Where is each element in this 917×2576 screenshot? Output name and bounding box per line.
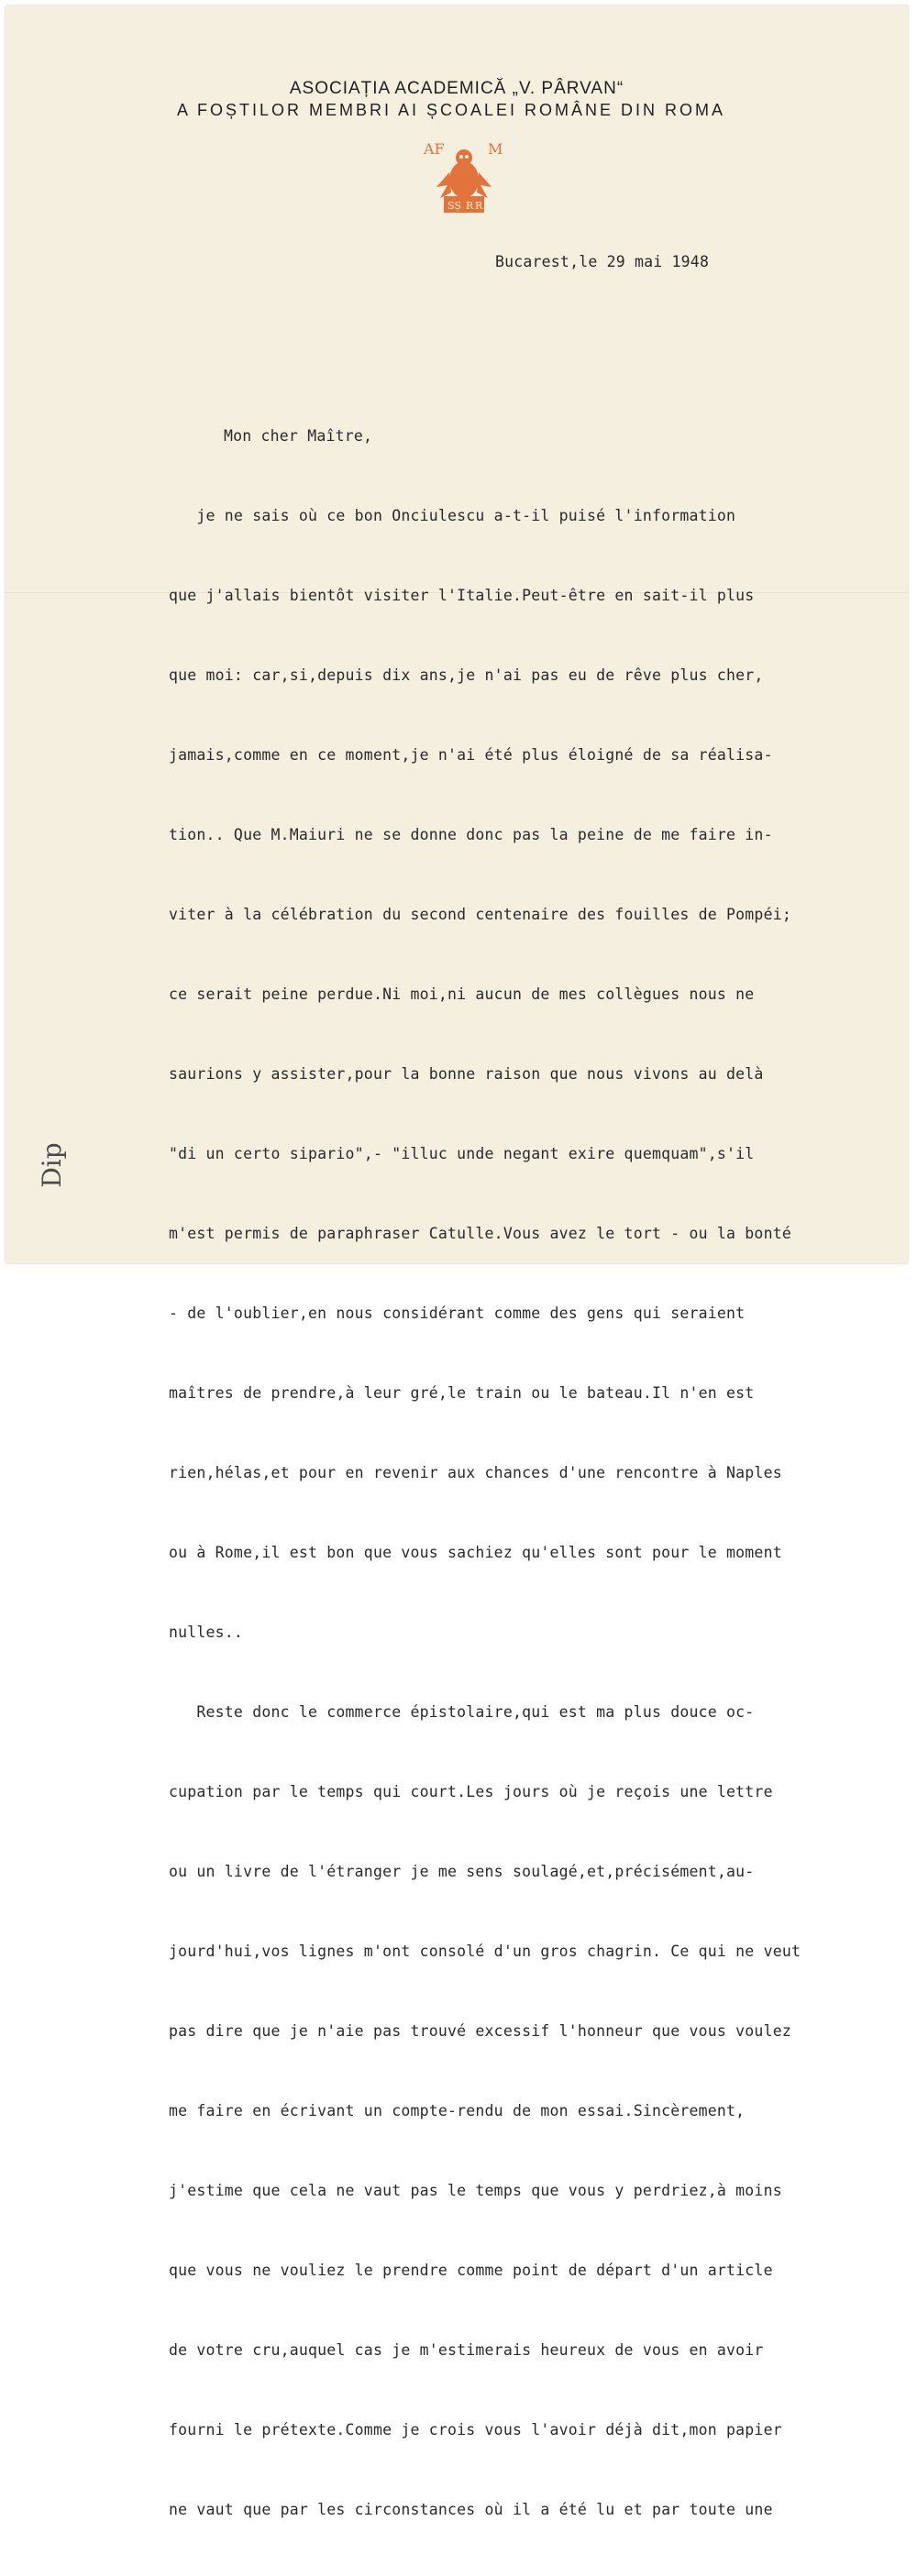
body-line: Reste donc le commerce épistolaire,qui est ma plus douce oc-: [169, 1703, 755, 1721]
body-line: ou un livre de l'étranger je me sens soulagé,et,précisément,au-: [169, 1863, 755, 1880]
body-line: nulles..: [169, 1624, 244, 1641]
body-line: fourni le prétexte.Comme je crois vous l'avoir déjà dit,mon papier: [169, 2421, 782, 2438]
emblem-letters-left: AF: [424, 140, 445, 158]
body-line: que vous ne vouliez le prendre comme point de départ d'un article: [169, 2262, 773, 2279]
body-line: jamais,comme en ce moment,je n'ai été plus éloigné de sa réalisa-: [169, 746, 773, 764]
salutation: Mon cher Maître,: [224, 427, 373, 445]
body-line: - de l'oublier,en nous considérant comme des gens qui seraient: [169, 1305, 746, 1322]
body-line: jourd'hui,vos lignes m'ont consolé d'un gros chagrin. Ce qui ne veut: [169, 1943, 801, 1960]
body-line: rien,hélas,et pour en revenir aux chances d'une rencontre à Naples: [169, 1464, 782, 1481]
body-line: je ne sais où ce bon Onciulescu a-t-il puisé l'information: [169, 507, 736, 524]
letter-sheet: [6, 6, 908, 2518]
emblem-letters-bottom-2: R: [466, 200, 474, 212]
body-line: saurions y assister,pour la bonne raison que nous vivons au delà: [169, 1065, 764, 1083]
body-line: maîtres de prendre,à leur gré,le train ou le bateau.Il n'en est: [169, 1384, 755, 1402]
emblem-letters-bottom-3: R: [475, 200, 483, 212]
body-line: de votre cru,auquel cas je m'estimerais heureux de vous en avoir: [169, 2341, 764, 2359]
owl-emblem-icon: [420, 139, 508, 216]
body-line: viter à la célébration du second centenaire des fouilles de Pompéi;: [169, 906, 791, 923]
emblem-letters-right: M: [488, 140, 503, 158]
letterhead: [6, 79, 908, 120]
letter-body: [169, 369, 801, 2576]
body-line: ou à Rome,il est bon que vous sachiez qu'elles sont pour le moment: [169, 1544, 782, 1561]
letterhead-line-2: A FOȘTILOR MEMBRI AI ȘCOALEI ROMÂNE DIN ROMA: [176, 101, 726, 119]
emblem-letters-bottom-1: SȘ: [447, 200, 462, 212]
dateline: Bucarest,le 29 mai 1948: [495, 253, 710, 270]
body-line: tion.. Que M.Maiuri ne se donne donc pas la peine de me faire in-: [169, 826, 773, 843]
body-line: que j'allais bientôt visiter l'Italie.Peut-être en sait-il plus: [169, 587, 755, 604]
body-line: cupation par le temps qui court.Les jours où je reçois une lettre: [169, 1783, 773, 1800]
body-line: pas dire que je n'aie pas trouvé excessif l'honneur que vous voulez: [169, 2022, 791, 2040]
body-line: ce serait peine perdue.Ni moi,ni aucun de mes collègues nous ne: [169, 985, 755, 1003]
body-line: me faire en écrivant un compte-rendu de mon essai.Sincèrement,: [169, 2102, 746, 2119]
body-line: j'estime que cela ne vaut pas le temps que vous y perdriez,à moins: [169, 2182, 782, 2199]
archive-pencil-mark: Dip: [36, 1142, 67, 1188]
letterhead-line-1: ASOCIAȚIA ACADEMICĂ „V. PÂRVAN“: [289, 79, 624, 98]
body-line: "di un certo sipario",- "illuc unde negant exire quemquam",s'il: [169, 1145, 755, 1162]
body-line: que moi: car,si,depuis dix ans,je n'ai pas eu de rêve plus cher,: [169, 666, 764, 684]
body-line: m'est permis de paraphraser Catulle.Vous avez le tort - ou la bonté: [169, 1225, 791, 1242]
body-line: ne vaut que par les circonstances où il a été lu et par toute une: [169, 2501, 773, 2518]
